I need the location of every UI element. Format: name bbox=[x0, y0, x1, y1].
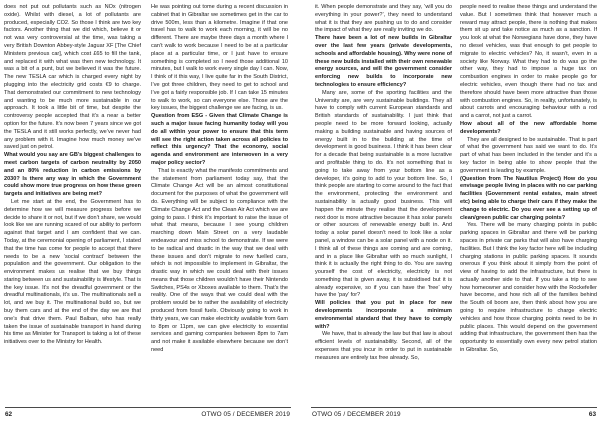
body-paragraph: it. When people demonstrate and they say, ‘will you do everything in your power?’, they need to understand what it is that they are pushing us to do and consider the impact of what they are really inviting we do. bbox=[315, 4, 452, 34]
interview-question: Question from ESG - Given that Climate Change is such a major issue facing humanity today will you do all within your power to ensure that this term will see the right action taken across all policies to reflect this urgency? That the economy, social agenda and environment are interwoven in a very major policy sector? bbox=[151, 113, 288, 166]
body-paragraph: That is exactly what the manifesto commitments and the statement from parliament today say, that the Climate Change Act will be an almost constitutional document for the purposes of what the government will do. Everything will be subject to compliance with the Climate Change Act and the Clean Air Act which we are going to pass. I think it’s important to raise the issue of what that means, because I see young children marching down Main Street on a very laudable endeavour and miss school to demonstrate. If we were to be radical and drastic in the way that we deal with these issues and don’t migrate to new fuelled cars, which is not impossible to implement in Gibraltar, the drastic way in which we could deal with their issues means that those children wouldn’t have their Nintendo Switches, PS4s or Xboxes available to them. That’s the reality. One of the ways that we could deal with the problem would be to rather the availability of electricity produced from fossil fuels. Obviously going to work in thirty years, we can make electricity available from 6am to 8pm or 11pm, we can give electricity to essential services and gaming companies between 8pm to 7am and not make it available elsewhere because we don’t need bbox=[151, 167, 288, 354]
body-paragraph: does not put out pollutants such as NOx (nitrogen oxide). Whilst with diesel, a lot of pollutants are produced, especially CO2. So those I think are two key factors. Another thing that we did which, believe it or not was very controversial at the time, was taking a very British Downton Abbey-style Jaguar XF [The Chief Ministers previous car], which cost £65 to fill the tank, and replaced it with what was then new technology. It was a bit of a punt, but we believed it was the future. The new TESLA car which is charged every night by plugging into the electricity grid costs €9 to charge. That demonstrated our commitment to new technology and wanting to be much more sustainable in our approach. It took a little bit of time, but despite the controversy people accepted that it’s a near a better option for the future. It’s now been 7 years since we got the TESLA and it still works perfectly, we’ve never had any problem with it. Imagine how much money we’ve saved just on petrol. bbox=[4, 4, 141, 151]
interview-question: There have been a lot of new builds in Gibraltar over the last few years (private developments, schools and affordable housing). Why were none of these new builds installed with their own renewable energy sources, and will the government consider enforcing new builds to incorporate new technologies to ensure efficiency? bbox=[315, 35, 452, 88]
page-number: 63 bbox=[588, 411, 596, 418]
body-paragraph: Many are, some of the sporting facilities and the University are, are very sustainable buildings. They all have to comply with current European standards and British standards of sustainability. I just think that people need to be more forward looking, actually making a building sustainable and having sources of energy built in to the building at the time of development is good business. I think it has been clear for a decade that being sustainable is a more lucrative and profitable thing to do. It’s not something that is going to take away from your bottom line as a developer, it’s going to add to your bottom line. So, I think people are starting to come around to the fact that the environment, protecting the environment and sustainability is actually good business. This will happen the minute they realise that the development next door is more attractive because it has solar panels or other sources of renewable energy built in. And today a solar panel doesn’t need to look like a solar panel, a window can be a solar panel with a node on it. I think all of these things are coming and are coming, and in a place like Gibraltar with so much sunlight, I think it is actually the right thing to do. You are saving yourself the cost of electricity, electricity is not something that is given away, it is subsidised but it is already expensive, so if you can have the ‘free’ why have the ‘pay’ for? bbox=[315, 89, 452, 299]
magazine-issue-label: OTWO 05 / DECEMBER 2019 bbox=[201, 411, 290, 418]
interview-question: How about all of the new affordable home developments? bbox=[460, 120, 597, 135]
left-page-column-1 bbox=[4, 4, 141, 388]
right-page bbox=[300, 0, 600, 423]
right-page-column-1 bbox=[315, 4, 452, 388]
footer-divider bbox=[5, 407, 291, 408]
body-paragraph: He was pointing out tome during a recent discussion in cabinet that in Gibraltar we sometimes get in the car to drive 500m, less than a kilometre. Imagine if that one travel has to walk to work each morning, it will be no different. There are maybe three days a month where I can’t walk to work because I need to be at a particular place at a particular time, or I just have to ensure something is completed so I need those additional 10 minutes, but I walk to work every single day I can. Now, I think of it this way, I live quite far in the South District, I’ve got three children, they need to get to school and I’ve got a fairly responsible job. If I can take 15 minutes to walk to work, so can everyone else. Those are the key issues, the biggest challenge we are facing, is us. bbox=[151, 4, 288, 112]
interview-question: What would you say are GB’s biggest challenges to meet carbon targets of carbon neutrality by 2050 and an 80% reduction in carbon emissions by 2030? Is there any way in which the Government could show more true progress on how these green targets and initiatives are being met? bbox=[4, 152, 141, 198]
footer-divider bbox=[311, 407, 597, 408]
magazine-issue-label: OTWO 05 / DECEMBER 2019 bbox=[312, 411, 401, 418]
interview-question: (Question from The Nautilus Project) How do you envisage people living in places with no car parking facilities (Government rental estates, main street etc) being able to charge their cars if they make the change to electric. Do you ever see a setting up of clean/green public car charging points? bbox=[460, 175, 597, 221]
page-number: 62 bbox=[5, 411, 13, 418]
interview-question: Will policies that you put in place for new developments incorporate a minimum environmental standard that they have to comply with? bbox=[315, 300, 452, 330]
left-page-column-2 bbox=[151, 4, 288, 388]
body-paragraph: Yes. There will be many charging points in public parking spaces in Gibraltar and there will be parking spaces in private car parks that will also have charging facilities. But I think the key factor here will be including charging stations in public parking spaces. It sounds onerous if you think about it simply from the point of view of having to add the infrastructure, but there is actually another side to that. If you take a trip to see how homeowner and consider how with the Rockefeller have become, and how rich all of the families behind the South oil boom are, then think about how you are going to require infrastructure to charge electric vehicles and how those charging points need to be in public places. This would depend on the government adding that infrastructure, the government then has the opportunity to essentially own every new petrol station in Gibraltar. So, bbox=[460, 222, 597, 354]
right-page-column-2 bbox=[460, 4, 597, 388]
body-paragraph: Let me start at the end, the Government has to determine how we will measure progress before we decide to share it or not, but if we don’t share, we would look like we are running scared of our ability to perform against that target and I am confident that we can. Today, at the ceremonial opening of parliament, I stated that the time has come for people to accept that there needs to be a new ‘social contract’ between the population and the government. Our obligation to the environment makes us realise that we buy things staring between us and sustainability is lifestyle. That is the key issue. It’s not the dreadful government or the dreadful multinationals, it’s us. The multinationals sell a lot, and we buy it. The multinational build so, but we buy them cars and at the end of the day we are that one’s that drive them. Paul Balban, who has really taken the issue of sustainable transport in hand during his time as Minister for Transport is taking a lot of these initiatives over to the Ministry for Health. bbox=[4, 198, 141, 346]
body-paragraph: people need to realise these things and understand the value. But I sometimes think that however much a reward may attract people, there is nothing that makes them sit up and take notice as much as a sanction. If you look at what the Norwegians have done, they have no diesel vehicles, was that enough to get people to migrate to electric vehicles? No, it wasn’t, even in a society like Norway. What they had to do was go the other way, they had to impose a huge tax on combustion engines in order to make people go for electric vehicles, even though there had no tax and therefore should have been more attractive than those with combustion engines. So, in reality, unfortunately, is about carrots and encouraging behaviour with a rod and a carrot, not just a carrot. bbox=[460, 4, 597, 120]
body-paragraph: We have, that is already the law but that law is about efficient levels of sustainability. Second, all of the expenses that you incur in order to put in sustainable measures are entirely tax free already. So, bbox=[315, 331, 452, 361]
body-paragraph: They are all designed to be sustainable. That is part of what the government has said we want to do. It’s part of what has been included in the tender and it’s a key factor in being able to show people that the government is leading by example. bbox=[460, 136, 597, 174]
